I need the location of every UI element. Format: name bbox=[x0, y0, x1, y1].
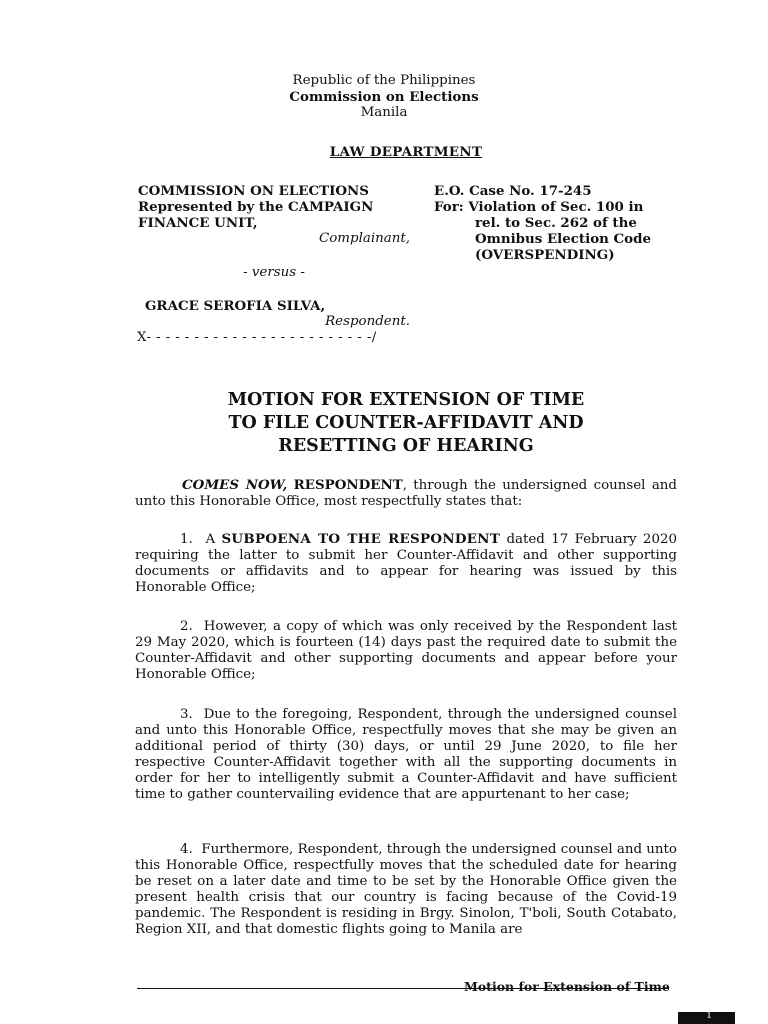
motion-title bbox=[0, 389, 768, 458]
department-heading: LAW DEPARTMENT bbox=[329, 144, 483, 160]
footer-rule bbox=[137, 988, 669, 989]
paragraph-number: 2. bbox=[180, 619, 193, 634]
complainant-line: COMMISSION ON ELECTIONS bbox=[138, 183, 369, 199]
paragraph-number: 4. bbox=[180, 842, 193, 857]
comes-now-text: COMES NOW, bbox=[182, 477, 288, 493]
header-city: Manila bbox=[360, 105, 408, 120]
intro-paragraph bbox=[135, 477, 677, 510]
title-line: RESETTING OF HEARING bbox=[278, 436, 534, 456]
paragraph-1 bbox=[135, 531, 677, 596]
respondent-label: Respondent. bbox=[325, 314, 410, 329]
paragraph-text: dated 17 February 2020 requiring the latter to submit her Counter-Affidavit and other supporting documents or affidavits and to appear for hearing was issued by this Honorable Office; bbox=[135, 532, 677, 595]
case-for-line: rel. to Sec. 262 of the bbox=[475, 215, 637, 231]
footer-title: Motion for Extension of Time bbox=[464, 979, 670, 994]
document-header bbox=[0, 73, 768, 121]
paragraph-text: Due to the foregoing, Respondent, through the undersigned counsel and unto this Honorable Office, respectfully moves that she may be given an additional period of thirty (30) days, or until 29 June 2020, to file her respective Counter-Affidavit together with all the supporting documents in order for her to intelligently submit a Counter-Affidavit and have sufficient time to gather countervailing evidence that are appurtenant to her case; bbox=[135, 707, 678, 802]
paragraph-2 bbox=[135, 619, 677, 683]
respondent-name: GRACE SEROFIA SILVA, bbox=[145, 298, 326, 314]
respondent-text: RESPONDENT bbox=[293, 477, 403, 493]
complainant-block bbox=[138, 183, 410, 247]
case-info-block bbox=[434, 183, 678, 263]
paragraph-text: However, a copy of which was only received by the Respondent last 29 May 2020, which is fourteen (14) days past the required date to submit the Counter-Affidavit and other supporting documents and appear before your Honorable Office; bbox=[135, 619, 678, 682]
paragraph-number: 3. bbox=[180, 707, 193, 722]
case-for-line: For: Violation of Sec. 100 in bbox=[434, 199, 644, 215]
page-number: 1 bbox=[706, 1011, 712, 1021]
paragraph-4 bbox=[135, 842, 677, 938]
caption-separator: X- - - - - - - - - - - - - - - - - - - - - - - -/ bbox=[137, 330, 377, 345]
versus-label: - versus - bbox=[243, 265, 305, 280]
complainant-line: FINANCE UNIT, bbox=[138, 215, 258, 231]
header-commission: Commission on Elections bbox=[289, 89, 479, 105]
paragraph-3 bbox=[135, 707, 677, 803]
header-republic: Republic of the Philippines bbox=[292, 73, 476, 88]
paragraph-number: 1. bbox=[180, 532, 193, 547]
paragraph-text: A bbox=[205, 532, 222, 547]
case-number: E.O. Case No. 17-245 bbox=[434, 183, 592, 199]
intro-rest-text: , through the undersigned counsel and unto this Honorable Office, most respectfully states that: bbox=[135, 478, 677, 509]
title-line: TO FILE COUNTER-AFFIDAVIT AND bbox=[228, 413, 584, 433]
title-line: MOTION FOR EXTENSION OF TIME bbox=[227, 390, 585, 410]
complainant-line: Represented by the CAMPAIGN bbox=[138, 199, 374, 215]
complainant-label: Complainant, bbox=[319, 231, 410, 246]
page-number-box bbox=[678, 1012, 735, 1024]
case-for-line: Omnibus Election Code bbox=[475, 231, 651, 247]
subpoena-text: SUBPOENA TO THE RESPONDENT bbox=[221, 531, 501, 547]
case-for-line: (OVERSPENDING) bbox=[475, 247, 615, 263]
paragraph-text: Furthermore, Respondent, through the undersigned counsel and unto this Honorable Office, respectfully moves that the scheduled date for hearing be reset on a later date and time to be set by the Honorable Office given the present health crisis that our country is facing because of the Covid-19 pandemic. The Respondent is residing in Brgy. Sinolon, T'boli, South Cotabato, Region XII, and that domestic flights going to Manila are bbox=[135, 842, 677, 937]
